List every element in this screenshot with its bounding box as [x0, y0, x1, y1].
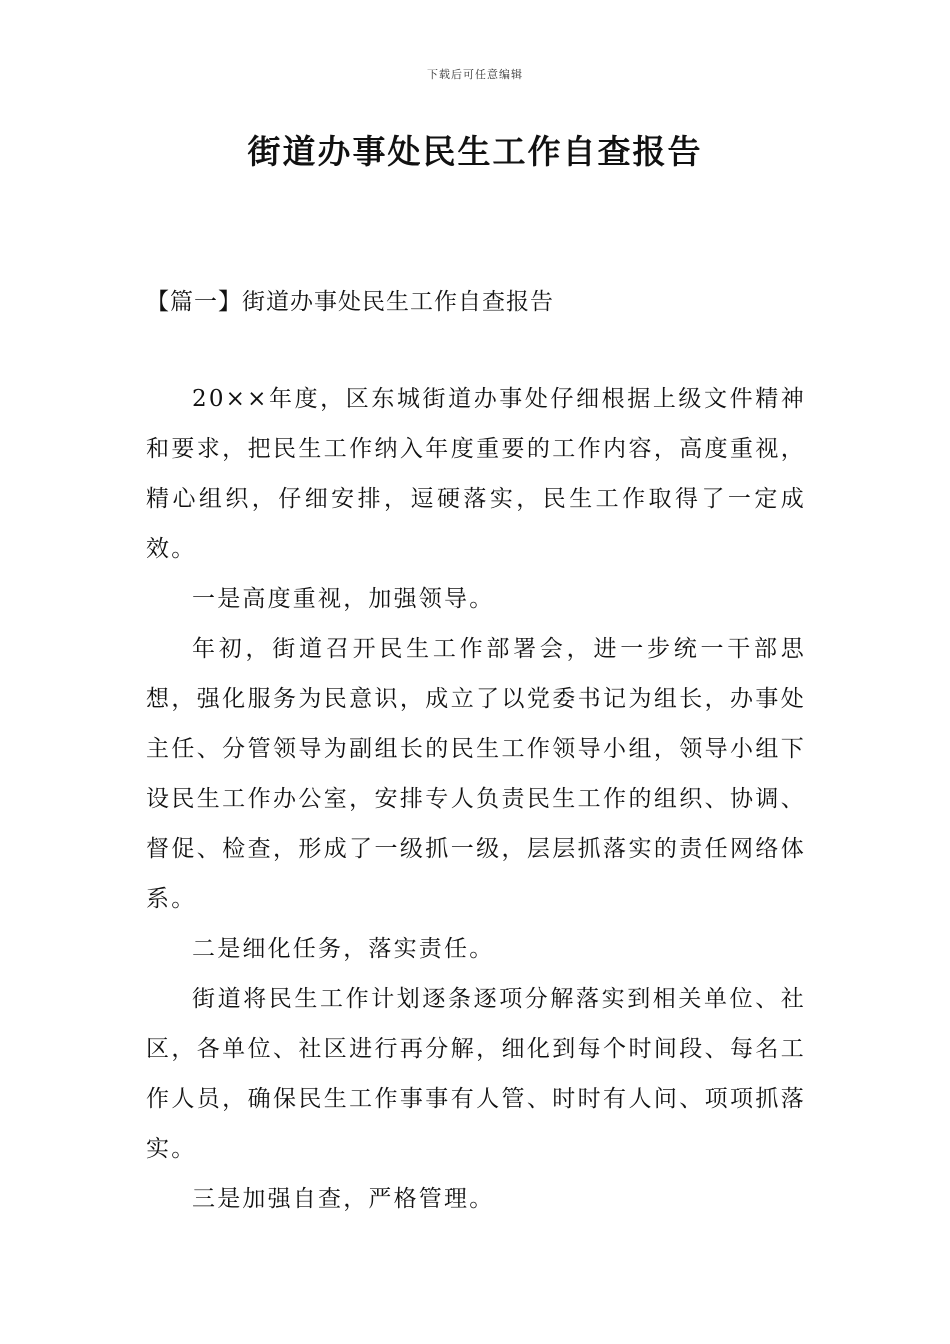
section-heading: 【篇一】街道办事处民生工作自查报告: [146, 289, 554, 315]
paragraph-intro: 20××年度，区东城街道办事处仔细根据上级文件精神和要求，把民生工作纳入年度重要的工作内容，高度重视，精心组织，仔细安排，逗硬落实，民生工作取得了一定成效。: [146, 386, 806, 562]
paragraph-point-one: 一是高度重视，加强领导。: [192, 586, 495, 612]
paragraph-point-three: 三是加强自查，严格管理。: [192, 1186, 495, 1212]
document-title: 街道办事处民生工作自查报告: [247, 132, 703, 171]
paragraph-point-two-detail: 街道将民生工作计划逐条逐项分解落实到相关单位、社区，各单位、社区进行再分解，细化到每个时间段、每名工作人员，确保民生工作事事有人管、时时有人问、项项抓落实。: [146, 986, 806, 1162]
document-body: [146, 374, 806, 1224]
paragraph-point-two: 二是细化任务，落实责任。: [192, 936, 495, 962]
paragraph-point-one-detail: 年初，街道召开民生工作部署会，进一步统一干部思想，强化服务为民意识，成立了以党委书记为组长，办事处主任、分管领导为副组长的民生工作领导小组，领导小组下设民生工作办公室，安排专人负责民生工作的组织、协调、督促、检查，形成了一级抓一级，层层抓落实的责任网络体系。: [146, 636, 806, 912]
header-note: 下载后可任意编辑: [427, 68, 523, 81]
